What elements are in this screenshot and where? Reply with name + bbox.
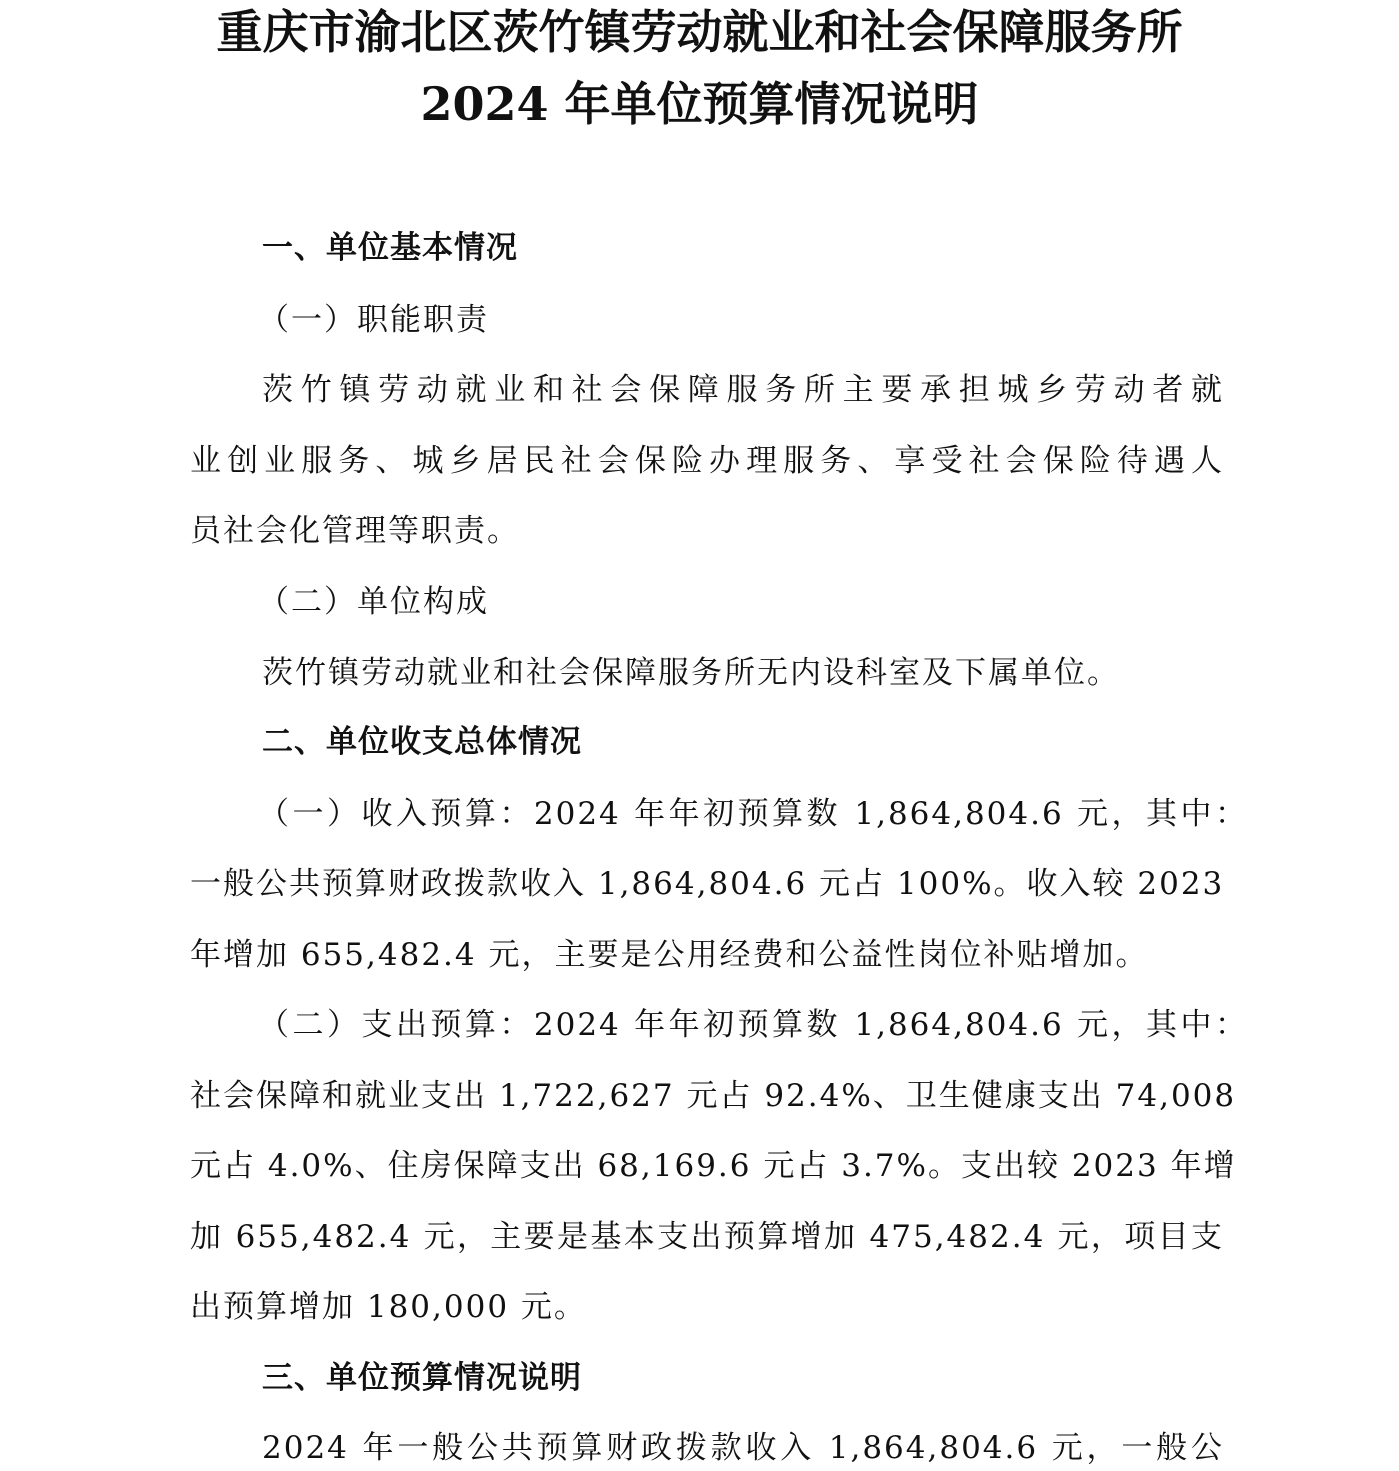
paragraph-line: 出预算增加 180,000 元。 [190, 1289, 587, 1325]
paragraph-line: 元占 4.0%、住房保障支出 68,169.6 元占 3.7%。支出较 2023 年增 [190, 1148, 1237, 1184]
section-heading-1: 一、单位基本情况 [262, 230, 518, 266]
section-heading-3: 三、单位预算情况说明 [262, 1360, 582, 1396]
document-title-line1: 重庆市渝北区茨竹镇劳动就业和社会保障服务所 [216, 5, 1183, 59]
paragraph-line: 业创业服务、城乡居民社会保险办理服务、享受社会保险待遇人 [190, 443, 1224, 479]
paragraph-line: （二）支出预算：2024 年年初预算数 1,864,804.6 元，其中： [258, 1007, 1248, 1043]
subsection-heading-1-2: （二）单位构成 [258, 584, 489, 620]
paragraph-line: 2024 年一般公共预算财政拨款收入 1,864,804.6 元，一般公 [262, 1430, 1224, 1466]
paragraph-line: 加 655,482.4 元，主要是基本支出预算增加 475,482.4 元，项目支 [190, 1219, 1224, 1255]
paragraph-line: 茨竹镇劳动就业和社会保障服务所主要承担城乡劳动者就 [262, 372, 1224, 408]
paragraph-line: 员社会化管理等职责。 [190, 513, 520, 549]
paragraph-line: 社会保障和就业支出 1,722,627 元占 92.4%、卫生健康支出 74,008 [190, 1078, 1237, 1114]
document-title-line2: 2024 年单位预算情况说明 [420, 77, 979, 131]
paragraph-line: 一般公共预算财政拨款收入 1,864,804.6 元占 100%。收入较 2023 [190, 866, 1225, 902]
paragraph-line: 年增加 655,482.4 元，主要是公用经费和公益性岗位补贴增加。 [190, 937, 1149, 973]
paragraph-line: 茨竹镇劳动就业和社会保障服务所无内设科室及下属单位。 [262, 655, 1120, 691]
paragraph-line: （一）收入预算：2024 年年初预算数 1,864,804.6 元，其中： [258, 796, 1248, 832]
section-heading-2: 二、单位收支总体情况 [262, 724, 582, 760]
subsection-heading-1-1: （一）职能职责 [258, 302, 489, 338]
